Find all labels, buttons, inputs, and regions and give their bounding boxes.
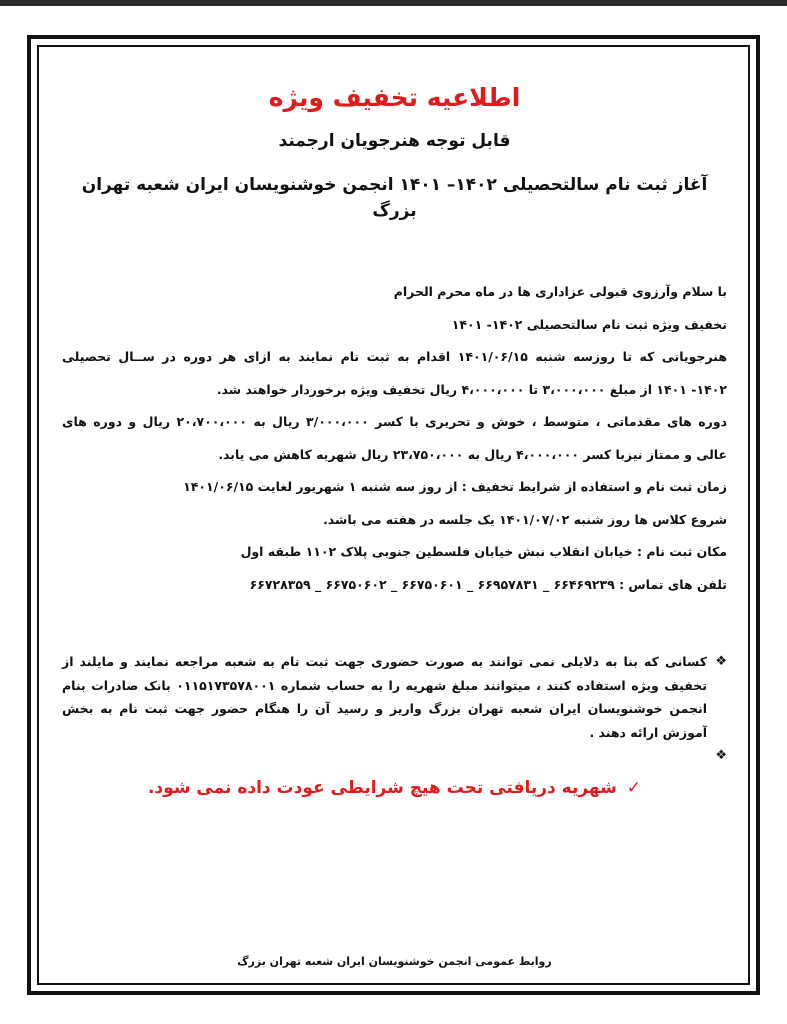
announcement-headline: آغاز ثبت نام سالتحصیلی ۱۴۰۲– ۱۴۰۱ انجمن خوشنویسان ایران شعبه تهران بزرگ xyxy=(81,175,708,221)
discount-amount-line: ۱۴۰۲- ۱۴۰۱ از مبلغ ۳،۰۰۰،۰۰۰ تا ۴،۰۰۰،۰۰۰ ریال تخفیف ویژه برخوردار خواهند شد. xyxy=(216,381,727,397)
no-refund-warning xyxy=(62,774,727,802)
announcement-body xyxy=(62,276,727,601)
no-refund-text: شهریه دریافتی تحت هیچ شرایطی عودت داده نمی شود. xyxy=(147,778,617,798)
announcement-title: اطلاعیه تخفیف ویژه xyxy=(268,83,521,112)
announcement-subtitle: قابل توجه هنرجویان ارجمند xyxy=(278,131,511,151)
registration-address-line: مکان ثبت نام : خیابان انقلاب نبش خیابان فلسطین جنوبی پلاک ۱۱۰۲ طبقه اول xyxy=(240,544,727,559)
class-start-line: شروع کلاس ها روز شنبه ۱۴۰۱/۰۷/۰۲ یک جلسه در هفته می باشد. xyxy=(323,511,727,527)
eligibility-line: هنرجویانی که تا روزسه شنبه ۱۴۰۱/۰۶/۱۵ اقدام به ثبت نام نمایند به ازای هر دوره در ســال تحصیلی xyxy=(62,349,727,364)
remote-registration-section xyxy=(62,650,727,764)
registration-period-line: زمان ثبت نام و استفاده از شرایط تخفیف : از روز سه شنبه ۱ شهریور لغایت ۱۴۰۱/۰۶/۱۵ xyxy=(183,479,727,494)
advanced-courses-line: عالی و ممتاز نیزبا کسر ۴،۰۰۰،۰۰۰ ریال به ۲۳،۷۵۰،۰۰۰ ریال شهریه کاهش می یابد. xyxy=(218,446,727,462)
top-edge-bar xyxy=(0,0,787,6)
remote-registration-item xyxy=(62,650,727,744)
footer-signature: روابط عمومی انجمن خوشنویسان ایران شعبه تهران بزرگ xyxy=(237,955,552,968)
diamond-bullet-icon: ❖ xyxy=(715,748,727,763)
empty-bullet-item xyxy=(62,744,727,764)
basic-courses-line: دوره های مقدماتی ، متوسط ، خوش و تحریری با کسر ۳/۰۰۰،۰۰۰ ریال به ۲۰،۷۰۰،۰۰۰ ریال و دوره های xyxy=(62,414,728,429)
remote-registration-text: کسانی که بنا به دلایلی نمی توانند به صورت حضوری جهت ثبت نام به شعبه مراجعه نمایند و مایلند از تخفیف ویژه استفاده کنند ، میتوانند مبلغ شهریه را به حساب شماره ۰۱۱۵۱۷۳۵۷۸۰۰۱ بانک صادرات بنام انجمن خوشنویسان ایران شعبه تهران بزرگ واریز و رسید آن را هنگام حضور جهت ثبت نام به بخش آموزش ارائه دهند . xyxy=(62,654,707,740)
diamond-bullet-icon: ❖ xyxy=(715,654,727,669)
checkmark-icon: ✓ xyxy=(626,778,642,798)
contact-phones-line: تلفن های تماس : ۶۶۴۶۹۲۳۹ _ ۶۶۹۵۷۸۳۱ _ ۶۶۷۵۰۶۰۱ _ ۶۶۷۵۰۶۰۲ _ ۶۶۷۲۸۳۵۹ xyxy=(249,576,727,592)
discount-line: تخفیف ویژه ثبت نام سالتحصیلی ۱۴۰۲- ۱۴۰۱ xyxy=(451,316,727,332)
announcement-content xyxy=(62,78,727,802)
greeting-line: با سلام وآرزوی قبولی عزاداری ها در ماه محرم الحرام xyxy=(393,284,727,299)
